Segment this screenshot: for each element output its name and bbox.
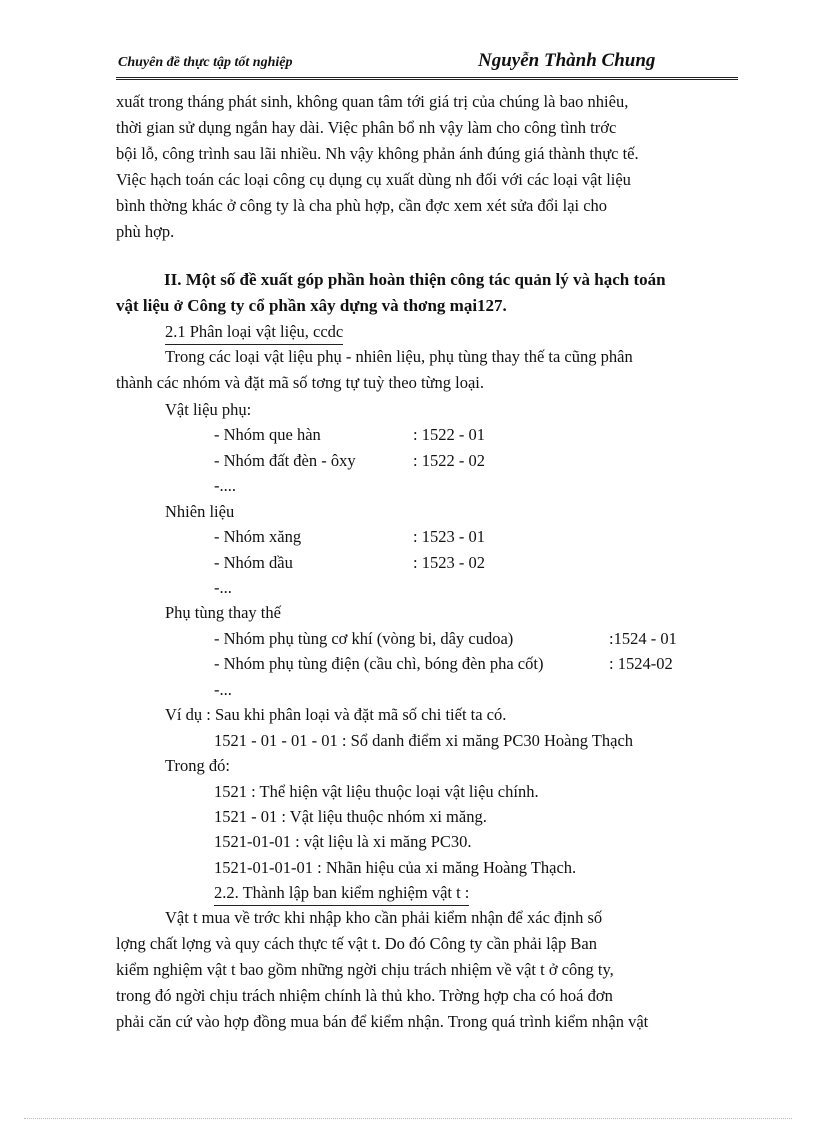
explanation-line: 1521 - 01 : Vật liệu thuộc nhóm xi măng. bbox=[214, 807, 487, 826]
section-heading bbox=[116, 267, 739, 319]
intro-paragraph bbox=[116, 89, 739, 245]
group-label: Nhiên liệu bbox=[165, 502, 235, 521]
heading-line: vật liệu ở Công ty cổ phần xây dựng và thơng mại127. bbox=[116, 296, 507, 315]
group-more: -... bbox=[214, 680, 232, 699]
intro-line: thời gian sử dụng ngắn hay dài. Việc phân bổ nh vậy làm cho công tình trớc bbox=[116, 118, 617, 137]
group-label: Phụ tùng thay thế bbox=[165, 603, 281, 622]
header-left-title: Chuyên đề thực tập tốt nghiệp bbox=[118, 55, 293, 70]
group-item-name: - Nhóm xăng bbox=[214, 527, 302, 546]
example-intro: Ví dụ : Sau khi phân loại và đặt mã số chi tiết ta có. bbox=[165, 705, 507, 724]
group-item-code: : 1522 - 02 bbox=[413, 451, 485, 470]
para-line: lợng chất lợng và quy cách thực tế vật t. Do đó Công ty cần phải lập Ban bbox=[116, 934, 597, 953]
subsection-2-1-title: 2.1 Phân loại vật liệu, ccdc bbox=[165, 322, 343, 342]
para-line: Vật t mua về trớc khi nhập kho cần phải kiểm nhận để xác định số bbox=[165, 908, 603, 927]
intro-line: bội lỗ, công trình sau lãi nhiều. Nh vậy không phản ánh đúng giá thành thực tế. bbox=[116, 144, 639, 163]
para-line: Trong các loại vật liệu phụ - nhiên liệu, phụ tùng thay thế ta cũng phân bbox=[165, 347, 633, 366]
group-item-name: - Nhóm đất đèn - ôxy bbox=[214, 451, 356, 470]
intro-line: phù hợp. bbox=[116, 222, 175, 241]
para-line: trong đó ngời chịu trách nhiệm chính là thủ kho. Trờng hợp cha có hoá đơn bbox=[116, 986, 613, 1005]
explanation-line: 1521 : Thể hiện vật liệu thuộc loại vật liệu chính. bbox=[214, 782, 539, 801]
intro-line: xuất trong tháng phát sinh, không quan tâm tới giá trị của chúng là bao nhiêu, bbox=[116, 92, 629, 111]
group-item-name: - Nhóm dầu bbox=[214, 553, 293, 572]
para-line: phải căn cứ vào hợp đồng mua bán để kiểm nhận. Trong quá trình kiểm nhận vật bbox=[116, 1012, 649, 1031]
header-author: Nguyễn Thành Chung bbox=[478, 50, 656, 71]
group-item-code: : 1523 - 01 bbox=[413, 527, 485, 546]
group-item-code: : 1523 - 02 bbox=[413, 553, 485, 572]
where-label: Trong đó: bbox=[165, 756, 230, 775]
group-item-name: - Nhóm que hàn bbox=[214, 425, 321, 444]
heading-line: II. Một số đề xuất góp phần hoàn thiện công tác quản lý và hạch toán bbox=[164, 270, 666, 289]
para-line: kiểm nghiệm vật t bao gồm những ngời chịu trách nhiệm về vật t ở công ty, bbox=[116, 960, 614, 979]
group-item-code: : 1524-02 bbox=[609, 654, 673, 673]
subsection-2-2-paragraph bbox=[116, 905, 739, 1035]
group-item-code: : 1522 - 01 bbox=[413, 425, 485, 444]
explanation-line: 1521-01-01 : vật liệu là xi măng PC30. bbox=[214, 832, 472, 851]
group-item-name: - Nhóm phụ tùng điện (cầu chì, bóng đèn pha cốt) bbox=[214, 654, 544, 673]
intro-line: Việc hạch toán các loại công cụ dụng cụ xuất dùng nh đối với các loại vật liệu bbox=[116, 170, 631, 189]
explanation-line: 1521-01-01-01 : Nhãn hiệu của xi măng Hoàng Thạch. bbox=[214, 858, 577, 877]
group-item-name: - Nhóm phụ tùng cơ khí (vòng bi, dây cudoa) bbox=[214, 629, 514, 648]
header-divider bbox=[116, 77, 738, 80]
group-item-code: :1524 - 01 bbox=[609, 629, 677, 648]
group-more: -.... bbox=[214, 476, 236, 495]
example-line: 1521 - 01 - 01 - 01 : Sổ danh điểm xi măng PC30 Hoàng Thạch bbox=[214, 731, 634, 750]
group-more: -... bbox=[214, 578, 232, 597]
intro-line: bình thờng khác ở công ty là cha phù hợp, cần đợc xem xét sửa đổi lại cho bbox=[116, 196, 608, 215]
subsection-2-1-paragraph bbox=[116, 344, 739, 396]
page-bottom-border bbox=[24, 1118, 792, 1119]
para-line: thành các nhóm và đặt mã số tơng tự tuỳ theo từng loại. bbox=[116, 373, 484, 392]
subsection-2-2-title: 2.2. Thành lập ban kiểm nghiệm vật t : bbox=[214, 883, 469, 903]
group-label: Vật liệu phụ: bbox=[165, 400, 252, 419]
